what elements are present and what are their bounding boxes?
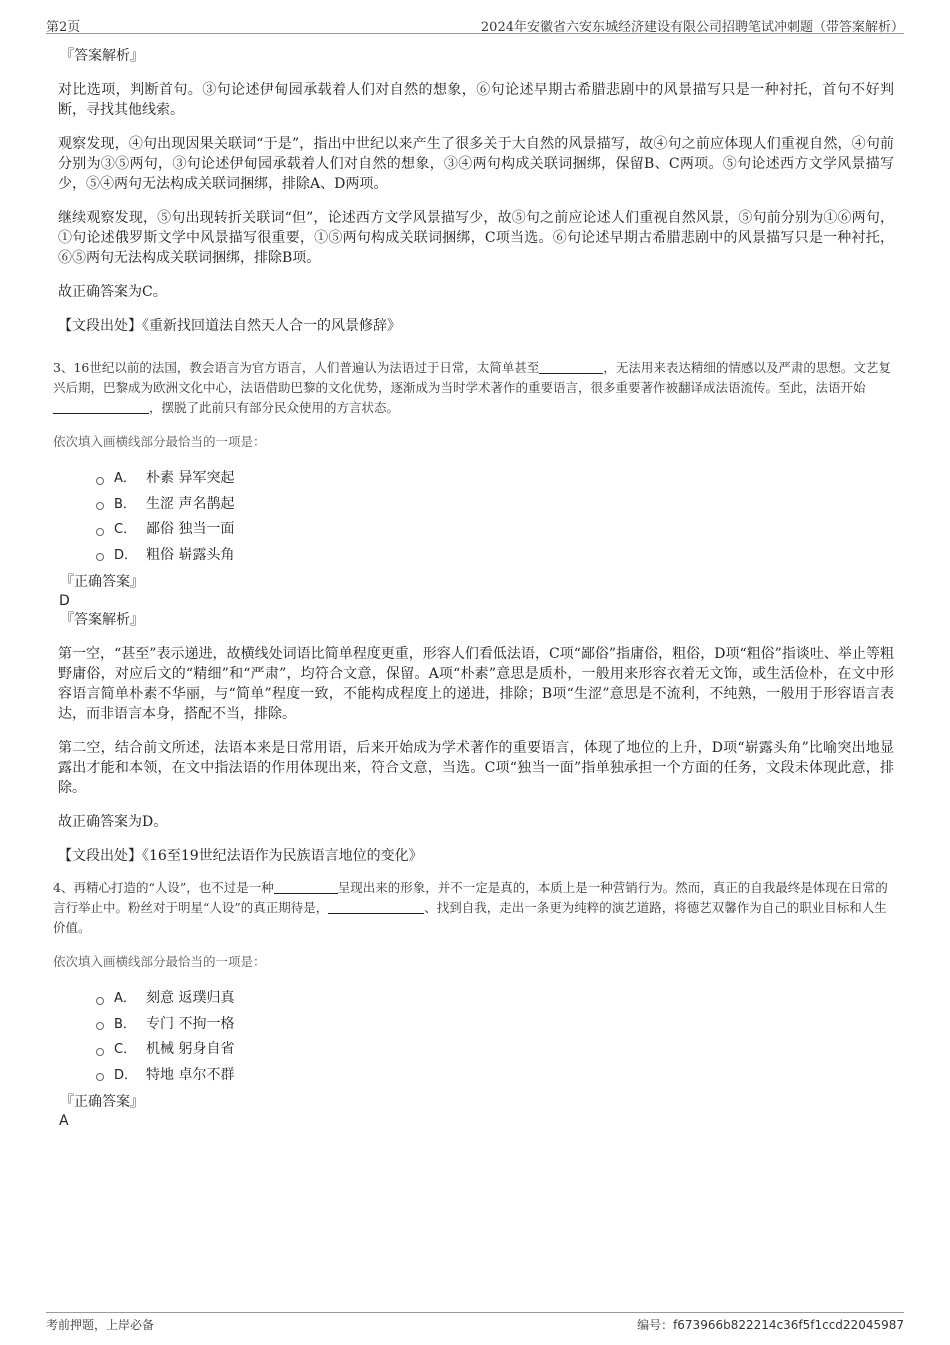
radio-icon[interactable] [96,502,104,510]
footer-code: 编号：f673966b822214c36f5f1ccd22045987 [637,1318,904,1332]
radio-icon[interactable] [96,553,104,561]
q3-option-c[interactable]: C． 鄙俗 独当一面 [96,517,894,543]
q3-blank-2 [53,399,149,414]
q2-analysis-paragraph: 对比选项，判断首句。③句论述伊甸园承载着人们对自然的想象，⑥句论述早期古希腊悲剧中的风景描写只是一种衬托，首句不好判断，寻找其他线索。 [58,82,894,118]
q4-option-a[interactable]: A． 刻意 返璞归真 [96,986,894,1012]
q3-analysis-label: 『答案解析』 [60,612,144,628]
q3-options [96,466,894,568]
page-footer [46,1312,904,1332]
q4-options [96,986,894,1088]
radio-icon[interactable] [96,528,104,536]
q4-answer-value: A [59,1113,69,1129]
q3-source: 【文段出处】《16至19世纪法语作为民族语言地位的变化》 [58,848,423,864]
q4-blank-2 [328,899,424,914]
q3-option-d[interactable]: D． 粗俗 崭露头角 [96,543,894,569]
q4-blank-1 [274,879,338,894]
footer-slogan: 考前押题，上岸必备 [46,1318,155,1332]
q4-option-d[interactable]: D． 特地 卓尔不群 [96,1063,894,1089]
question-3 [53,358,894,866]
q3-option-b[interactable]: B． 生涩 声名鹊起 [96,492,894,518]
q3-stem: 3、16世纪以前的法国，教会语言为官方语言，人们普遍认为法语过于日常，太简单甚至 ，无法用来表达精细的情感以及严肃的思想。文艺复兴后期，巴黎成为欧洲文化中心，法语借助巴黎的文化优势，逐渐成为当时学术著作的重要语言，很多重要著作被翻译成法语流传。至此，法语开始，摆脱了此前只有部分民众使用的方言状态。 [53,360,891,415]
page-number-label: 第2页 [46,20,81,35]
radio-icon[interactable] [96,1048,104,1056]
q2-analysis-paragraph: 观察发现，④句出现因果关联词“于是”，指出中世纪以来产生了很多关于大自然的风景描写，故④句之前应体现人们重视自然，④句前分别为③⑤两句，③句论述伊甸园承载着人们对自然的想象，③④两句构成关联词捆绑，保留B、C两项。⑤句论述西方文学风景描写少，⑤④两句无法构成关联词捆绑，排除A、D两项。 [58,136,894,192]
page-header [46,13,904,34]
q3-instruction: 依次填入画横线部分最恰当的一项是： [53,434,266,449]
q2-analysis-paragraph: 继续观察发现，⑤句出现转折关联词“但”，论述西方文学风景描写少，故⑤句之前应论述人们重视自然风景，⑤句前分别为①⑥两句，①句论述俄罗斯文学中风景描写很重要，①⑤两句构成关联词捆绑，C项当选。⑥句论述早期古希腊悲剧中的风景描写只是一种衬托，⑥⑤两句无法构成关联词捆绑，排除B项。 [58,210,894,266]
q4-instruction: 依次填入画横线部分最恰当的一项是： [53,954,266,969]
q2-conclusion: 故正确答案为C。 [58,284,167,300]
radio-icon[interactable] [96,477,104,485]
radio-icon[interactable] [96,1022,104,1030]
q3-option-a[interactable]: A． 朴素 异军突起 [96,466,894,492]
q3-blank-1 [539,359,603,374]
q2-analysis-label: 『答案解析』 [60,48,144,64]
q3-answer-value: D [59,593,70,609]
q2-source: 【文段出处】《重新找回道法自然天人合一的风景修辞》 [58,318,401,334]
radio-icon[interactable] [96,1073,104,1081]
q4-stem: 4、再精心打造的“人设”，也不过是一种 呈现出来的形象，并不一定是真的，本质上是一种营销行为。然而，真正的自我最终是体现在日常的言行举止中。粉丝对于明星“人设”的真正期待是， 、找到自我，走出一条更为纯粹的演艺道路，将德艺双馨作为自己的职业目标和人生价值。 [53,880,888,935]
q4-option-c[interactable]: C． 机械 躬身自省 [96,1037,894,1063]
document-title: 2024年安徽省六安东城经济建设有限公司招聘笔试冲刺题（带答案解析） [480,20,904,35]
q4-option-b[interactable]: B． 专门 不拘一格 [96,1012,894,1038]
question-4 [53,878,894,1130]
q3-analysis-paragraph: 第二空，结合前文所述，法语本来是日常用语，后来开始成为学术著作的重要语言，体现了地位的上升，D项“崭露头角”比喻突出地显露出才能和本领，在文中指法语的作用体现出来，符合文意，当选。C项“独当一面”指单独承担一个方面的任务，文段未体现此意，排除。 [58,740,894,796]
radio-icon[interactable] [96,997,104,1005]
page-content [53,46,894,1130]
q2-analysis-section [58,46,894,336]
q3-analysis-paragraph: 第一空，“甚至”表示递进，故横线处词语比简单程度更重，形容人们看低法语，C项“鄙俗”指庸俗，粗俗，D项“粗俗”指谈吐、举止等粗野庸俗，对应后文的“精细”和“严肃”，均符合文意，保留。A项“朴素”意思是质朴，一般用来形容衣着无文饰，或生活俭朴，在文中形容语言简单朴素不华丽，与“简单”程度一致，不能构成程度上的递进，排除；B项“生涩”意思是不流利，不纯熟，一般用于形容语言表达，而非语言本身，搭配不当，排除。 [58,646,894,722]
q4-answer-label: 『正确答案』 [60,1094,144,1110]
q3-answer-label: 『正确答案』 [60,574,144,590]
q3-conclusion: 故正确答案为D。 [58,814,168,830]
